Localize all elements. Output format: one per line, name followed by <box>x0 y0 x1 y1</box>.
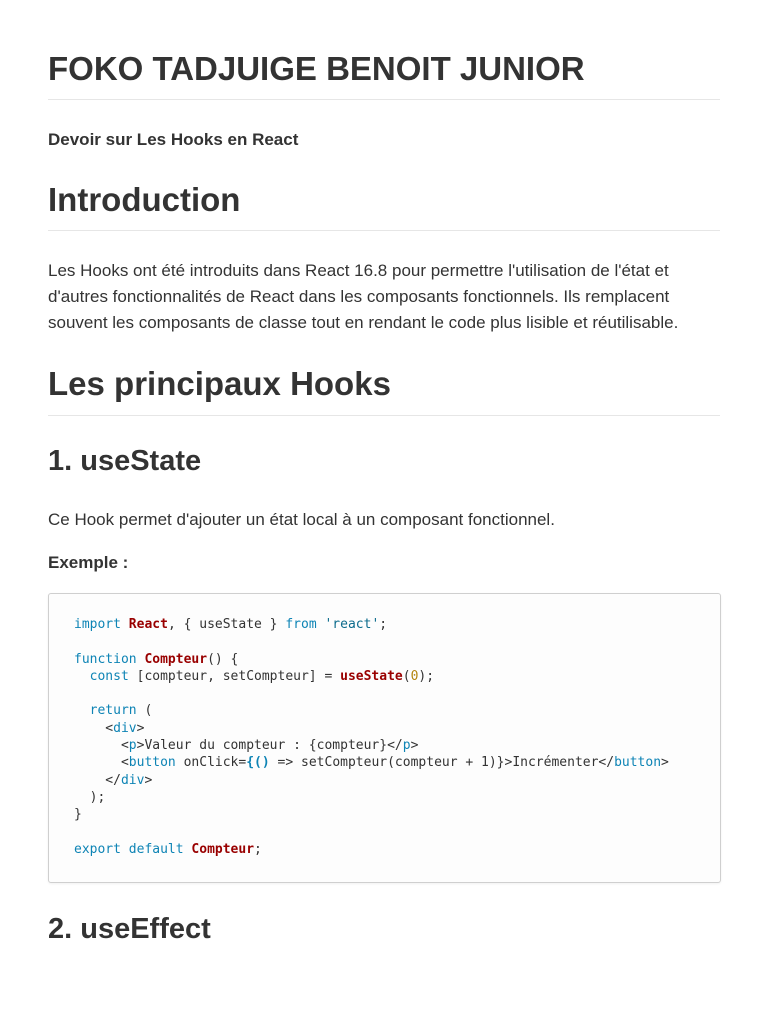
example-label: Exemple : <box>48 553 129 572</box>
code-line-6: <p>Valeur du compteur : {compteur}</p> <box>74 738 419 754</box>
code-line-3: const [compteur, setCompteur] = useState(0); <box>89 668 435 684</box>
introduction-paragraph: Les Hooks ont été introduits dans React 16.8 pour permettre l'utilisation de l'état et d'autres fonctionnalités de React dans les composants fonctionnels. Ils remplacent souvent les composants de classe tout en rendant le code plus lisible et réutilisable. <box>48 261 679 332</box>
code-line-10: } <box>74 807 82 823</box>
usestate-description: Ce Hook permet d'ajouter un état local à un composant fonctionnel. <box>48 510 555 529</box>
usestate-heading: 1. useState <box>48 445 202 477</box>
code-line-8: </div> <box>74 772 153 788</box>
useeffect-heading: 2. useEffect <box>48 913 211 945</box>
code-line-7: <button onClick={() => setCompteur(compteur + 1)}>Incrémenter</button> <box>74 755 669 771</box>
hooks-section-heading: Les principaux Hooks <box>48 365 391 402</box>
code-block <box>48 593 721 883</box>
code-line-4: return ( <box>89 703 153 719</box>
introduction-divider <box>48 230 720 231</box>
code-line-1: import React, { useState } from 'react'; <box>74 617 388 632</box>
code-content <box>74 616 669 858</box>
document-title: FOKO TADJUIGE BENOIT JUNIOR <box>48 50 585 87</box>
code-line-9: ); <box>74 789 106 805</box>
code-line-5: <div> <box>74 720 145 736</box>
document-subtitle: Devoir sur Les Hooks en React <box>48 130 299 149</box>
code-line-2: function Compteur() { <box>74 651 239 667</box>
hooks-section-divider <box>48 415 720 416</box>
introduction-heading: Introduction <box>48 181 241 218</box>
code-line-11: export default Compteur; <box>74 841 262 857</box>
title-divider <box>48 99 720 100</box>
